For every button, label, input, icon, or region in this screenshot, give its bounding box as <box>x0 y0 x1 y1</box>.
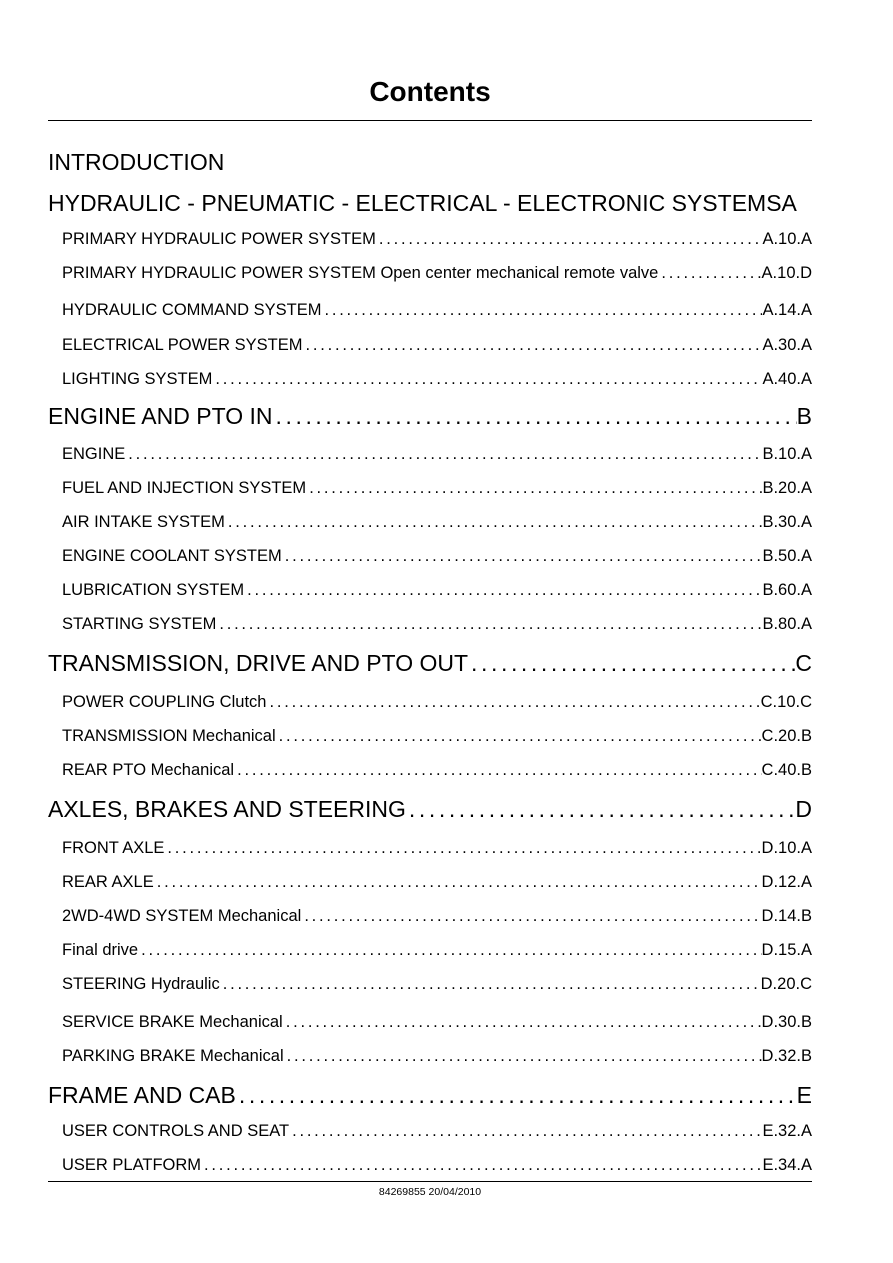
dot-leader <box>301 905 761 927</box>
dot-leader <box>125 443 762 465</box>
toc-entry-page: D.12.A <box>761 873 812 891</box>
toc-section-engine[interactable] <box>48 402 812 430</box>
toc-entry[interactable] <box>62 299 812 321</box>
toc-entry[interactable] <box>62 759 812 781</box>
toc-section-hydraulic[interactable] <box>48 189 797 217</box>
toc-entry-label: AIR INTAKE SYSTEM <box>62 513 225 531</box>
toc-entry-label: USER CONTROLS AND SEAT <box>62 1122 290 1140</box>
toc-entry-label: REAR PTO Mechanical <box>62 761 235 779</box>
toc-entry-page: A.14.A <box>762 301 812 319</box>
toc-entry[interactable] <box>62 443 812 465</box>
toc-entry-page: D.14.B <box>761 907 812 925</box>
toc-entry[interactable] <box>62 262 812 284</box>
dot-leader <box>321 299 762 321</box>
dot-leader <box>273 402 797 430</box>
dot-leader <box>306 477 762 499</box>
toc-entry[interactable] <box>62 1011 812 1033</box>
toc-entry-page: E.34.A <box>762 1156 812 1174</box>
toc-entry-page: B.50.A <box>762 547 812 565</box>
toc-entry[interactable] <box>62 905 812 927</box>
toc-entry-label: TRANSMISSION Mechanical <box>62 727 276 745</box>
toc-section-axles[interactable] <box>48 795 812 823</box>
toc-entry[interactable] <box>62 973 812 995</box>
dot-leader <box>283 1011 762 1033</box>
dot-leader <box>303 334 763 356</box>
toc-entry-page: A.10.D <box>761 264 812 282</box>
toc-entry[interactable] <box>62 871 812 893</box>
dot-leader <box>282 545 763 567</box>
toc-section-introduction[interactable] <box>48 148 224 176</box>
toc-entry[interactable] <box>62 477 812 499</box>
dot-leader <box>234 759 761 781</box>
toc-entry-page: E.32.A <box>762 1122 812 1140</box>
dot-leader <box>236 1081 797 1109</box>
toc-section-frame[interactable] <box>48 1081 812 1109</box>
toc-entry-label: PARKING BRAKE Mechanical <box>62 1047 284 1065</box>
toc-entry-label: HYDRAULIC COMMAND SYSTEM <box>62 301 322 319</box>
toc-entry-page: B.60.A <box>762 581 812 599</box>
footer-divider <box>48 1181 812 1182</box>
toc-entry[interactable] <box>62 511 812 533</box>
dot-leader <box>164 837 761 859</box>
toc-entry[interactable] <box>62 1120 812 1142</box>
toc-entry[interactable] <box>62 725 812 747</box>
toc-entry-label: STEERING Hydraulic <box>62 975 220 993</box>
toc-entry-label: LIGHTING SYSTEM <box>62 370 213 388</box>
dot-leader <box>244 579 762 601</box>
toc-entry[interactable] <box>62 691 812 713</box>
toc-entry-page: D.20.C <box>760 975 812 993</box>
dot-leader <box>468 649 795 677</box>
toc-entry-label: SERVICE BRAKE Mechanical <box>62 1013 283 1031</box>
toc-entry[interactable] <box>62 837 812 859</box>
toc-section-label: INTRODUCTION <box>48 149 225 175</box>
toc-entry-page: B.20.A <box>762 479 812 497</box>
toc-entry[interactable] <box>62 939 812 961</box>
toc-entry[interactable] <box>62 1154 812 1176</box>
toc-section-label: ENGINE AND PTO IN <box>48 403 273 429</box>
footer-doc-id: 84269855 20/04/2010 <box>378 1186 482 1198</box>
toc-entry[interactable] <box>62 368 812 390</box>
toc-entry-label: FRONT AXLE <box>62 839 165 857</box>
toc-entry-page: C.10.C <box>760 693 812 711</box>
toc-entry-page: B.10.A <box>762 445 812 463</box>
toc-section-label: AXLES, BRAKES AND STEERING <box>48 796 406 822</box>
dot-leader <box>225 511 763 533</box>
toc-entry-page: A.40.A <box>762 370 812 388</box>
dot-leader <box>406 795 795 823</box>
page-title: Contents <box>369 76 491 107</box>
toc-entry-page: C.20.B <box>761 727 812 745</box>
toc-entry[interactable] <box>62 334 812 356</box>
dot-leader <box>220 973 761 995</box>
toc-section-label: FRAME AND CAB <box>48 1082 236 1108</box>
toc-entry-label: ELECTRICAL POWER SYSTEM <box>62 336 303 354</box>
toc-entry-label: PRIMARY HYDRAULIC POWER SYSTEM <box>62 230 376 248</box>
dot-leader <box>266 691 760 713</box>
toc-section-label: TRANSMISSION, DRIVE AND PTO OUT <box>48 650 469 676</box>
dot-leader <box>138 939 761 961</box>
toc-entry-label: FUEL AND INJECTION SYSTEM <box>62 479 307 497</box>
dot-leader <box>289 1120 762 1142</box>
dot-leader <box>154 871 762 893</box>
toc-entry-page: D.32.B <box>761 1047 812 1065</box>
toc-entry-label: Final drive <box>62 941 139 959</box>
toc-entry-page: D.10.A <box>761 839 812 857</box>
toc-entry-label: ENGINE <box>62 445 126 463</box>
toc-entry[interactable] <box>62 579 812 601</box>
toc-section-page: A <box>781 190 797 216</box>
dot-leader <box>658 262 761 284</box>
dot-leader <box>212 368 762 390</box>
toc-entry-page: A.30.A <box>762 336 812 354</box>
toc-section-transmission[interactable] <box>48 649 812 677</box>
toc-section-page: C <box>795 650 812 676</box>
toc-entry-label: STARTING SYSTEM <box>62 615 217 633</box>
toc-entry-page: B.30.A <box>762 513 812 531</box>
toc-entry-page: D.30.B <box>761 1013 812 1031</box>
toc-section-page: B <box>796 403 812 429</box>
dot-leader <box>376 228 763 250</box>
toc-entry-page: D.15.A <box>761 941 812 959</box>
toc-section-page: E <box>796 1082 812 1108</box>
toc-entry-label: POWER COUPLING Clutch <box>62 693 267 711</box>
dot-leader <box>216 613 762 635</box>
title-divider <box>48 120 812 121</box>
toc-section-page: D <box>795 796 812 822</box>
toc-entry[interactable] <box>62 228 812 250</box>
toc-entry-page: B.80.A <box>762 615 812 633</box>
dot-leader <box>284 1045 762 1067</box>
dot-leader <box>201 1154 762 1176</box>
toc-entry-label: LUBRICATION SYSTEM <box>62 581 245 599</box>
dot-leader <box>276 725 762 747</box>
toc-entry-label: USER PLATFORM <box>62 1156 202 1174</box>
toc-entry-label: ENGINE COOLANT SYSTEM <box>62 547 282 565</box>
toc-entry[interactable] <box>62 613 812 635</box>
toc-entry[interactable] <box>62 545 812 567</box>
toc-entry-page: A.10.A <box>762 230 812 248</box>
toc-entry-label: 2WD-4WD SYSTEM Mechanical <box>62 907 302 925</box>
toc-entry-label: PRIMARY HYDRAULIC POWER SYSTEM Open center mechanical remote valve <box>62 264 659 282</box>
toc-section-label: HYDRAULIC - PNEUMATIC - ELECTRICAL - ELECTRONIC SYSTEMS <box>48 190 782 216</box>
toc-entry-page: C.40.B <box>761 761 812 779</box>
toc-entry[interactable] <box>62 1045 812 1067</box>
toc-entry-label: REAR AXLE <box>62 873 154 891</box>
